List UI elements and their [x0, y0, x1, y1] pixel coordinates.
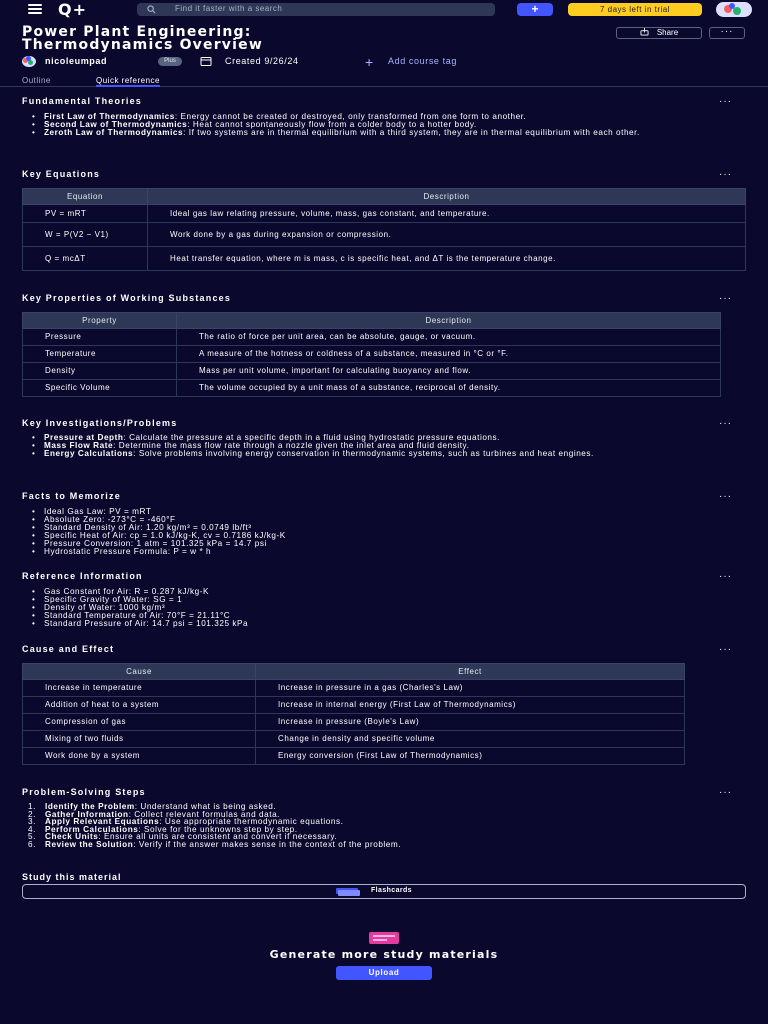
tab-quick-reference[interactable]: Quick reference — [96, 76, 160, 85]
table-row — [23, 346, 721, 363]
table-header: Cause — [23, 664, 256, 680]
section-more-button[interactable]: ··· — [719, 644, 732, 655]
list-item: 2. Gather Information: Collect relevant formulas and data. — [28, 809, 281, 819]
plan-badge: Plus — [158, 57, 182, 66]
table-cell: Ideal gas law relating pressure, volume, mass, gas constant, and temperature. — [148, 205, 746, 223]
list-item: • Standard Temperature of Air: 70°F = 21.11°C — [32, 612, 744, 620]
list-item: • Zeroth Law of Thermodynamics: If two systems are in thermal equilibrium with a third system, they are in thermal equilibrium with each other. — [32, 129, 744, 137]
upload-button[interactable]: Upload — [336, 966, 432, 980]
table-row — [23, 748, 685, 765]
menu-icon[interactable] — [28, 4, 42, 14]
cause-effect-table — [22, 663, 685, 765]
section-title: Cause and Effect — [22, 644, 115, 654]
table-cell: Addition of heat to a system — [23, 697, 256, 714]
plus-icon: + — [365, 54, 374, 70]
tab-outline[interactable]: Outline — [22, 76, 51, 85]
list-item: • Specific Heat of Air: cp = 1.0 kJ/kg-K, cv = 0.7186 kJ/kg-K — [32, 532, 744, 540]
section-more-button[interactable]: ··· — [719, 293, 732, 304]
list-item: • Second Law of Thermodynamics: Heat cannot spontaneously flow from a colder body to a hotter body. — [32, 121, 744, 129]
list-item: • Energy Calculations: Solve problems involving energy conservation in thermodynamic systems, such as turbines and heat engines. — [32, 450, 744, 458]
facts-list — [32, 508, 744, 556]
list-item: 3. Apply Relevant Equations: Use appropriate thermodynamic equations. — [28, 817, 344, 827]
list-item: • Standard Density of Air: 1.20 kg/m³ = 0.0749 lb/ft³ — [32, 524, 744, 532]
table-cell: Mixing of two fluids — [23, 731, 256, 748]
search-icon — [147, 5, 156, 14]
share-button[interactable]: Share — [616, 27, 702, 39]
table-row — [23, 380, 721, 397]
page-title: Power Plant Engineering: Thermodynamics Overview — [22, 24, 263, 53]
calendar-icon — [200, 56, 212, 66]
search-input[interactable]: Find it faster with a search — [175, 4, 283, 13]
study-materials-icon — [369, 932, 399, 946]
list-item: 1. Identify the Problem: Understand what is being asked. — [28, 802, 277, 811]
table-row — [23, 680, 685, 697]
table-cell: Heat transfer equation, where m is mass, c is specific heat, and ΔT is the temperature change. — [148, 247, 746, 271]
generate-title: Generate more study materials — [269, 948, 499, 961]
table-cell: The volume occupied by a unit mass of a substance, reciprocal of density. — [177, 380, 721, 397]
study-section-title: Study this material — [22, 872, 122, 882]
table-row — [23, 363, 721, 380]
table-header: Effect — [256, 664, 685, 680]
list-item: • Pressure at Depth: Calculate the pressure at a specific depth in a fluid using hydrostatic pressure equations. — [32, 434, 744, 442]
tab-bar — [0, 76, 768, 87]
add-course-tag-link[interactable]: Add course tag — [388, 56, 457, 66]
table-cell: The ratio of force per unit area, can be absolute, gauge, or vacuum. — [177, 329, 721, 346]
table-cell: Change in density and specific volume — [256, 731, 685, 748]
table-cell: Increase in pressure (Boyle's Law) — [256, 714, 685, 731]
more-options-button[interactable]: ··· — [709, 27, 745, 39]
reference-list — [32, 588, 744, 628]
avatar[interactable] — [716, 2, 752, 17]
list-item: • Mass Flow Rate: Determine the mass flow rate through a nozzle given the inlet area and fluid density. — [32, 442, 744, 450]
investigations-list — [32, 434, 744, 458]
list-item: • Hydrostatic Pressure Formula: P = w * h — [32, 548, 744, 556]
top-bar — [0, 0, 768, 20]
table-cell: Compression of gas — [23, 714, 256, 731]
table-row — [23, 714, 685, 731]
section-title: Reference Information — [22, 571, 143, 581]
table-row — [23, 329, 721, 346]
properties-table — [22, 312, 721, 397]
list-item: • Ideal Gas Law: PV = mRT — [32, 508, 744, 516]
table-row — [23, 223, 746, 247]
section-title: Problem-Solving Steps — [22, 787, 146, 797]
list-item: • Pressure Conversion: 1 atm = 101.325 kPa = 14.7 psi — [32, 540, 744, 548]
table-row — [23, 697, 685, 714]
fundamental-list — [32, 113, 744, 137]
section-more-button[interactable]: ··· — [719, 491, 732, 502]
table-cell: A measure of the hotness or coldness of a substance, measured in °C or °F. — [177, 346, 721, 363]
table-cell: Work done by a system — [23, 748, 256, 765]
table-cell: Mass per unit volume, important for calculating buoyancy and flow. — [177, 363, 721, 380]
logo[interactable]: Q+ — [58, 0, 88, 19]
section-more-button[interactable]: ··· — [719, 418, 732, 429]
table-cell: Energy conversion (First Law of Thermodynamics) — [256, 748, 685, 765]
table-cell: Pressure — [23, 329, 177, 346]
table-cell: Density — [23, 363, 177, 380]
section-more-button[interactable]: ··· — [719, 571, 732, 582]
section-more-button[interactable]: ··· — [719, 169, 732, 180]
section-title: Key Properties of Working Substances — [22, 293, 232, 303]
list-item: • First Law of Thermodynamics: Energy cannot be created or destroyed, only transformed from one form to another. — [32, 113, 744, 121]
table-cell: PV = mRT — [23, 205, 148, 223]
share-icon — [640, 28, 649, 36]
table-header: Description — [148, 189, 746, 205]
table-cell: Increase in pressure in a gas (Charles's Law) — [256, 680, 685, 697]
table-cell: Specific Volume — [23, 380, 177, 397]
trial-button[interactable]: 7 days left in trial — [568, 3, 702, 16]
list-item: 6. Review the Solution: Verify if the answer makes sense in the context of the problem. — [28, 839, 402, 849]
section-title: Key Investigations/Problems — [22, 418, 178, 428]
list-item: • Absolute Zero: -273°C = -460°F — [32, 516, 744, 524]
search-bar[interactable] — [137, 3, 495, 16]
section-title: Key Equations — [22, 169, 101, 179]
list-item: • Gas Constant for Air: R = 0.287 kJ/kg-K — [32, 588, 744, 596]
list-item: • Standard Pressure of Air: 14.7 psi = 101.325 kPa — [32, 620, 744, 628]
table-cell: W = P(V2 − V1) — [23, 223, 148, 247]
table-cell: Temperature — [23, 346, 177, 363]
table-header: Property — [23, 313, 177, 329]
section-more-button[interactable]: ··· — [719, 787, 732, 798]
section-title: Facts to Memorize — [22, 491, 121, 501]
list-item: 5. Check Units: Ensure all units are consistent and convert if necessary. — [28, 832, 338, 842]
table-header: Equation — [23, 189, 148, 205]
flashcards-button[interactable]: Flashcards — [22, 884, 746, 899]
table-cell: Increase in temperature — [23, 680, 256, 697]
equations-table — [22, 188, 746, 271]
table-cell: Work done by a gas during expansion or compression. — [148, 223, 746, 247]
list-item: • Density of Water: 1000 kg/m³ — [32, 604, 744, 612]
list-item: • Specific Gravity of Water: SG = 1 — [32, 596, 744, 604]
user-avatar[interactable] — [22, 56, 36, 67]
table-row — [23, 731, 685, 748]
table-row — [23, 205, 746, 223]
steps-list — [28, 803, 744, 849]
created-date: Created 9/26/24 — [225, 56, 299, 66]
table-header: Description — [177, 313, 721, 329]
create-button[interactable]: + — [517, 3, 553, 16]
table-cell: Increase in internal energy (First Law of Thermodynamics) — [256, 697, 685, 714]
list-item: 4. Perform Calculations: Solve for the unknowns step by step. — [28, 824, 298, 834]
section-more-button[interactable]: ··· — [719, 96, 732, 107]
table-row — [23, 247, 746, 271]
section-title: Fundamental Theories — [22, 96, 143, 106]
table-cell: Q = mcΔT — [23, 247, 148, 271]
flashcards-icon — [336, 888, 360, 896]
username[interactable]: nicoleumpad — [45, 56, 108, 66]
